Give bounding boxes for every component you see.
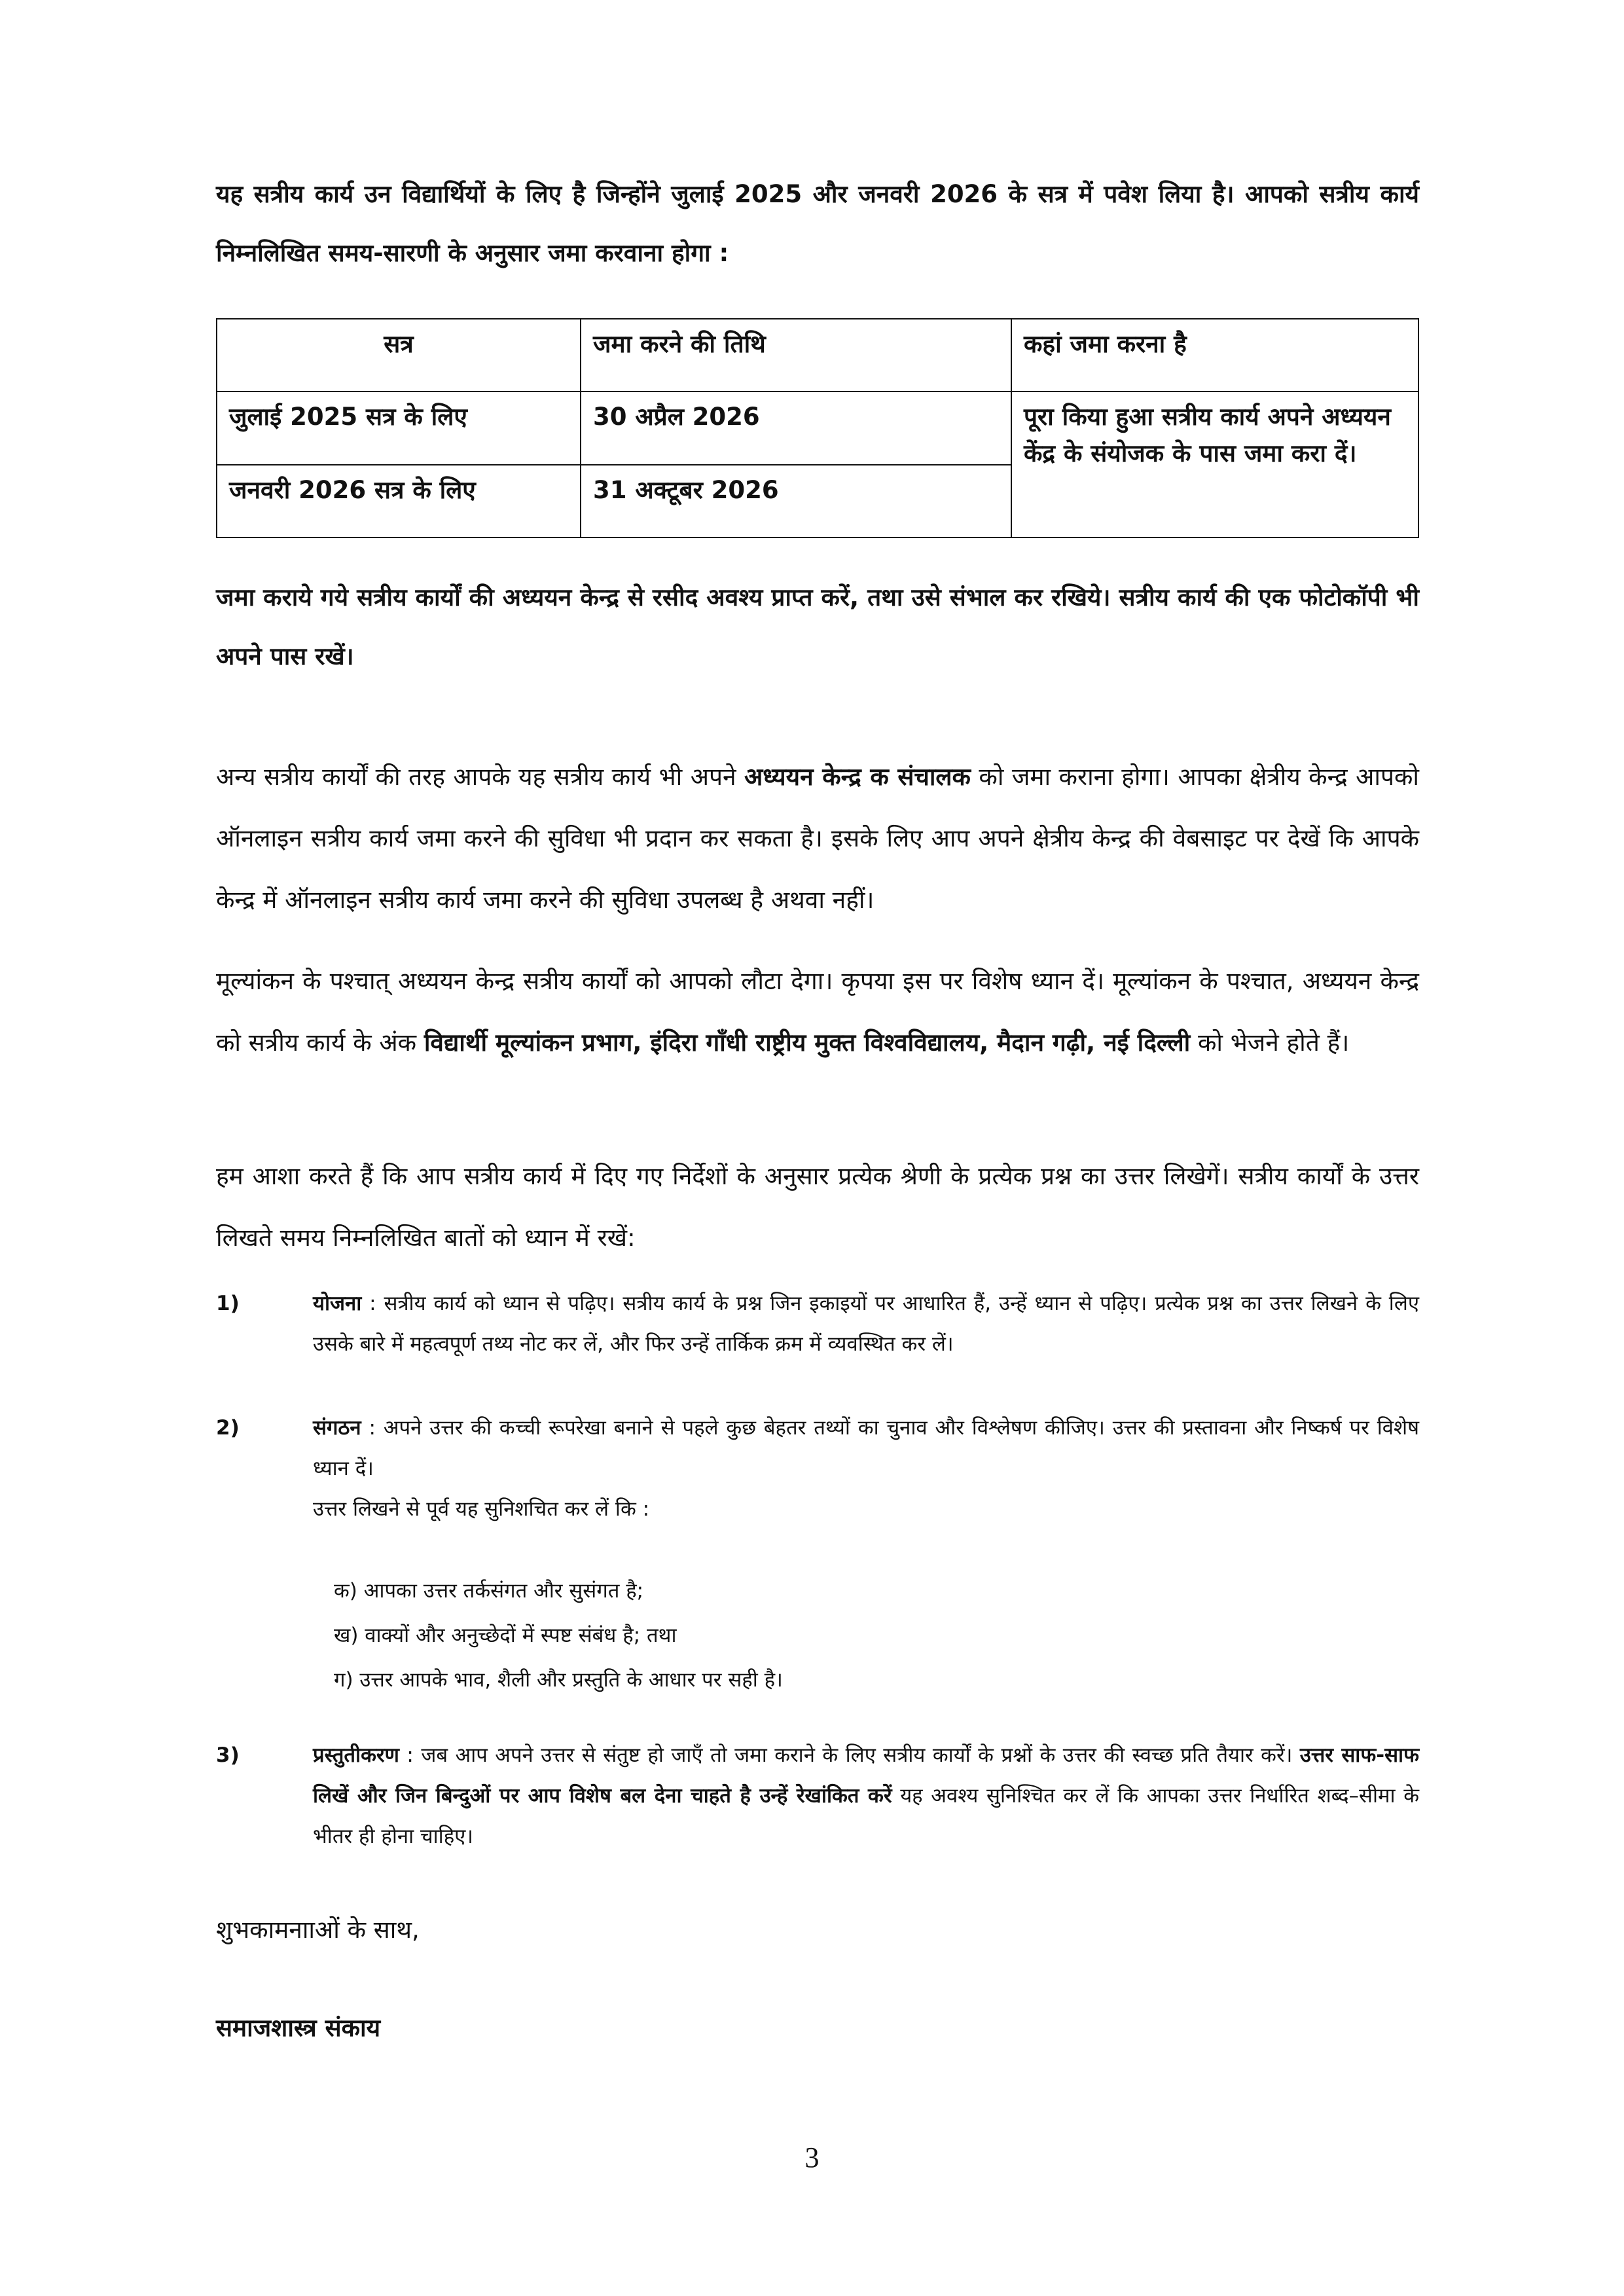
item-text-line2: उत्तर लिखने से पूर्व यह सुनिशचित कर लें कि : xyxy=(313,1497,650,1521)
cell-where: पूरा किया हुआ सत्रीय कार्य अपने अध्ययन केंद्र के संयोजक के पास जमा करा दें। xyxy=(1011,392,1418,538)
item-lead: संगठन xyxy=(313,1416,361,1440)
faculty-signature: समाजशास्त्र संकाय xyxy=(216,2014,381,2042)
item-text: : अपने उत्तर की कच्ची रूपरेखा बनाने से पहले कुछ बेहतर तथ्यों का चुनाव और विश्लेषण कीजिए। उत्तर की प्रस्तावना और निष्कर्ष पर विशेष ध्यान दें। xyxy=(313,1416,1419,1480)
cell-session: जनवरी 2026 सत्र के लिए xyxy=(217,465,581,538)
subpoint: ग) उत्तर आपके भाव, शैली और प्रस्तुति के आधार पर सही है। xyxy=(334,1668,783,1692)
receipt-note: जमा कराये गये सत्रीय कार्यों की अध्ययन केन्द्र से रसीद अवश्य प्राप्त करें, तथा उसे संभाल कर रखिये। सत्रीय कार्य की एक फोटोकॉपी भी अपने पास रखें। xyxy=(216,583,1419,670)
item-body xyxy=(313,1735,1419,1857)
table-header-row xyxy=(217,319,1418,392)
closing-line: शुभकामनााओं के साथ, xyxy=(216,1916,420,1944)
item-number: 2) xyxy=(216,1416,240,1440)
header-where: कहां जमा करना है xyxy=(1011,319,1418,392)
item-text: यह अवश्य सुनिश्चित कर लें कि आपका उत्तर निर्धारित शब्द–सीमा के भीतर ही होना चाहिए। xyxy=(313,1784,1419,1848)
header-session: सत्र xyxy=(217,319,581,392)
cell-date: 30 अप्रैल 2026 xyxy=(581,392,1011,464)
item-lead: योजना xyxy=(313,1292,362,1315)
item-number: 1) xyxy=(216,1292,240,1315)
bold-text: उत्तर साफ-साफ लिखें और जिन बिन्दुओं पर आप विशेष बल देना चाहते है उन्हें रेखांकित करें xyxy=(313,1743,1419,1808)
item-lead: प्रस्तुतीकरण xyxy=(313,1743,399,1767)
item-text: : जब आप अपने उत्तर से संतुष्ट हो जाएँ तो जमा कराने के लिए सत्रीय कार्यों के प्रश्नों के उत्तर की स्वच्छ प्रति तैयार करें। xyxy=(399,1743,1300,1767)
item-body xyxy=(313,1408,1419,1529)
submission-schedule-table xyxy=(216,318,1419,538)
subpoint: ख) वाक्यों और अनुच्छेदों में स्पष्ट संबंध है; तथा xyxy=(334,1624,677,1647)
cell-session: जुलाई 2025 सत्र के लिए xyxy=(217,392,581,464)
item-body xyxy=(313,1283,1419,1364)
subpoint-list xyxy=(334,1569,783,1702)
item-number: 3) xyxy=(216,1743,240,1767)
cell-date: 31 अक्टूबर 2026 xyxy=(581,465,1011,538)
subpoint: क) आपका उत्तर तर्कसंगत और सुसंगत है; xyxy=(334,1579,644,1603)
bold-text: अध्ययन केन्द्र क संचालक xyxy=(744,763,971,791)
paragraph-study-centre xyxy=(216,746,1419,931)
text-span: को भेजने होते हैं। xyxy=(1190,1029,1350,1057)
intro-paragraph: यह सत्रीय कार्य उन विद्यार्थियों के लिए है जिन्होंने जुलाई 2025 और जनवरी 2026 के सत्र में पवेश लिया है। आपको सत्रीय कार्य निम्नलिखित समय-सारणी के अनुसार जमा करवाना होगा : xyxy=(216,180,1419,267)
text-span: मूल्यांकन के पश्चात् अध्ययन केन्द्र सत्रीय कार्यों को आपको लौटा देगा। कृपया इस पर विशेष ध्यान दें। मूल्यांकन के पश्चात, अध्ययन केन्द्र को सत्रीय कार्य के अंक xyxy=(216,967,1419,1057)
header-date: जमा करने की तिथि xyxy=(581,319,1011,392)
text-span: अन्य सत्रीय कार्यों की तरह आपके यह सत्रीय कार्य भी अपने xyxy=(216,763,744,791)
table-row xyxy=(217,392,1418,464)
text-span: को जमा कराना होगा। आपका क्षेत्रीय केन्द्र आपको ऑनलाइन सत्रीय कार्य जमा करने की सुविधा भी प्रदान कर सकता है। इसके लिए आप अपने क्षेत्रीय केन्द्र की वेबसाइट पर देखें कि आपके केन्द्र में ऑनलाइन सत्रीय कार्य जमा करने की सुविधा उपलब्ध है अथवा नहीं। xyxy=(216,763,1419,914)
page-number: 3 xyxy=(804,2141,820,2174)
paragraph-evaluation xyxy=(216,951,1419,1074)
item-text: : सत्रीय कार्य को ध्यान से पढ़िए। सत्रीय कार्य के प्रश्न जिन इकाइयों पर आधारित हैं, उन्हें ध्यान से पढ़िए। प्रत्येक प्रश्न का उत्तर लिखने के लिए उसके बारे में महत्वपूर्ण तथ्य नोट कर लें, और फिर उन्हें तार्किक क्रम में व्यवस्थित कर लें। xyxy=(313,1292,1419,1356)
bold-text: विद्यार्थी मूल्यांकन प्रभाग, इंदिरा गाँधी राष्ट्रीय मुक्त विश्वविद्यालय, मैदान गढ़ी, नई दिल्ली xyxy=(424,1029,1191,1057)
paragraph-instructions: हम आशा करते हैं कि आप सत्रीय कार्य में दिए गए निर्देशों के अनुसार प्रत्येक श्रेणी के प्रत्येक प्रश्न का उत्तर लिखेगें। सत्रीय कार्यों के उत्तर लिखते समय निम्नलिखित बातों को ध्यान में रखें: xyxy=(216,1162,1419,1252)
